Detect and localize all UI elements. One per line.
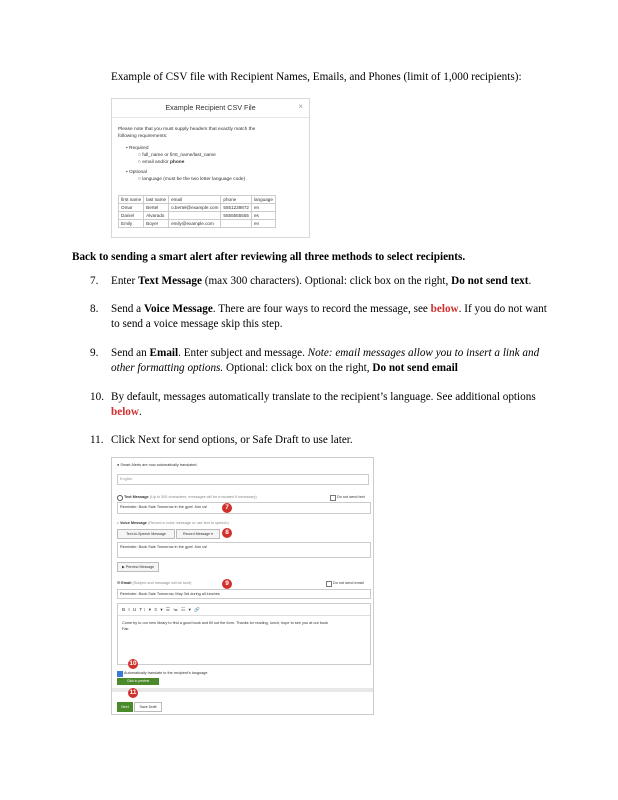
badge-10: 10 [129, 660, 137, 667]
badge-11: 11 [129, 689, 137, 696]
voice-message-value: Reminder: Book Sale Tomorrow in the gym! Join us! [120, 545, 208, 549]
csv-table [118, 195, 276, 228]
below-link[interactable]: below [430, 303, 459, 315]
modal-note-1: Please note that you must supply headers that exactly match the [118, 127, 256, 132]
badge-8: 8 [222, 528, 232, 538]
email-label: ✉ Email (Subject and message will be sent) [117, 581, 192, 585]
modal-title: Example Recipient CSV File [165, 103, 256, 112]
table-row [119, 196, 276, 204]
text-to-speech-button[interactable]: Text-to-Speech Message [117, 529, 175, 539]
smart-alert-form [111, 457, 374, 715]
table-cell: Emily [119, 220, 144, 228]
translate-notice: ● Smart Alerts are now automatically translated. [117, 463, 198, 467]
step-8-text: Send a Voice Message. There are four ways to record the message, see below. If you do not want to send a voice message skip this step. [111, 303, 547, 330]
email-subject-value: Reminder: Book Sale Tomorrow, May 3rd during all lunches [120, 591, 220, 596]
badge-7: 7 [222, 503, 232, 513]
optional-item-1: ○ language (must be the two letter language code) [138, 177, 246, 182]
microphone-icon: ♪ [117, 521, 119, 525]
email-body-line-2: Fair. [122, 627, 130, 631]
text-message-label: Text Message (Up to 300 characters; messages will be truncated if necessary) [124, 495, 257, 499]
next-button[interactable]: Next [117, 702, 133, 712]
section-separator [112, 688, 373, 692]
voice-message-label: ♪ Voice Message (Record a voice message or use text to speech) [117, 521, 229, 525]
table-cell: emily@example.com [169, 220, 221, 228]
table-cell: Daniel [119, 212, 144, 220]
no-text-checkbox[interactable] [330, 495, 336, 501]
step-8-number: 8. [90, 303, 99, 315]
required-label: • Required [126, 146, 149, 151]
table-cell: first name [119, 196, 144, 204]
record-message-button[interactable]: Record Message ▾ [176, 529, 220, 539]
csv-example-modal [111, 98, 310, 238]
table-cell: o.bertel@example.com [169, 204, 221, 212]
table-cell [221, 220, 252, 228]
intro-text: Example of CSV file with Recipient Names, Emails, and Phones (limit of 1,000 recipients): [111, 71, 522, 83]
table-row [119, 212, 276, 220]
modal-note-2: following requirements: [118, 134, 168, 139]
table-cell: en [251, 220, 275, 228]
email-body-line-1: Come by to our new library to find a good book and fill out the form. Thanks for reading, lunch, hope to see you at our book [122, 621, 329, 625]
preview-message-button[interactable]: ▶ Preview Message [117, 562, 159, 572]
envelope-icon: ✉ [117, 581, 121, 585]
no-email-label: Do not send email [333, 581, 364, 585]
below-link[interactable]: below [111, 406, 139, 418]
table-cell: 5551239872 [221, 204, 252, 212]
no-text-label: Do not send text [337, 495, 365, 499]
optional-label: • Optional [126, 170, 147, 175]
table-cell: es [251, 212, 275, 220]
table-cell: en [251, 204, 275, 212]
table-cell: 5555555555 [221, 212, 252, 220]
step-10-number: 10. [90, 391, 104, 403]
step-9-number: 9. [90, 347, 99, 359]
auto-translate-label: Automatically translate to the recipient's language [124, 671, 208, 675]
step-10-text: By default, messages automatically translate to the recipient’s language. See additional options below. [111, 391, 536, 418]
text-message-radio[interactable] [117, 495, 123, 501]
text-message-value: Reminder: Book Sale Tomorrow in the gym! Join us! [120, 505, 208, 509]
step-9-text: Send an Email. Enter subject and message. Note: email messages allow you to insert a link and other formatting options. Optional: click box on the right, Do not send email [111, 347, 540, 374]
email-subject-input[interactable] [117, 589, 371, 599]
table-cell: phone [221, 196, 252, 204]
voice-message-input[interactable] [117, 542, 371, 558]
table-row [119, 220, 276, 228]
table-row [119, 204, 276, 212]
table-cell: language [251, 196, 275, 204]
no-email-checkbox[interactable] [326, 581, 332, 587]
section-heading: Back to sending a smart alert after reviewing all three methods to select recipients. [72, 251, 466, 263]
badge-9: 9 [222, 579, 232, 589]
table-cell: Bertel [144, 204, 169, 212]
toolbar-divider [118, 615, 370, 616]
editor-toolbar[interactable]: B I U T↕ ▾ ≡ ▾ ☰ ≔ ☷ ▾ 🔗 [122, 607, 201, 612]
table-cell: Alvarado [144, 212, 169, 220]
language-value: English [120, 477, 133, 481]
table-cell: last name [144, 196, 169, 204]
table-cell [169, 212, 221, 220]
table-cell: Omar [119, 204, 144, 212]
email-body-editor[interactable] [117, 603, 371, 665]
step-7-text: Enter Text Message (max 300 characters). Optional: click box on the right, Do not send text. [111, 275, 532, 287]
auto-translate-checkbox[interactable] [117, 671, 123, 677]
required-item-2: ○ email and/or phone [138, 160, 185, 165]
modal-divider [112, 117, 309, 118]
text-message-input[interactable] [117, 502, 371, 514]
step-11-text: Click Next for send options, or Safe Draft to use later. [111, 434, 353, 446]
save-draft-button[interactable]: Save Draft [134, 702, 162, 712]
translate-preview-button[interactable]: Click to preview [117, 678, 159, 685]
step-7-number: 7. [90, 275, 99, 287]
required-item-1: ○ full_name or first_name/last_name [138, 153, 216, 158]
close-icon[interactable]: × [298, 102, 303, 111]
language-select[interactable] [117, 474, 369, 485]
table-cell: email [169, 196, 221, 204]
table-cell: Boyer [144, 220, 169, 228]
step-11-number: 11. [90, 434, 104, 446]
